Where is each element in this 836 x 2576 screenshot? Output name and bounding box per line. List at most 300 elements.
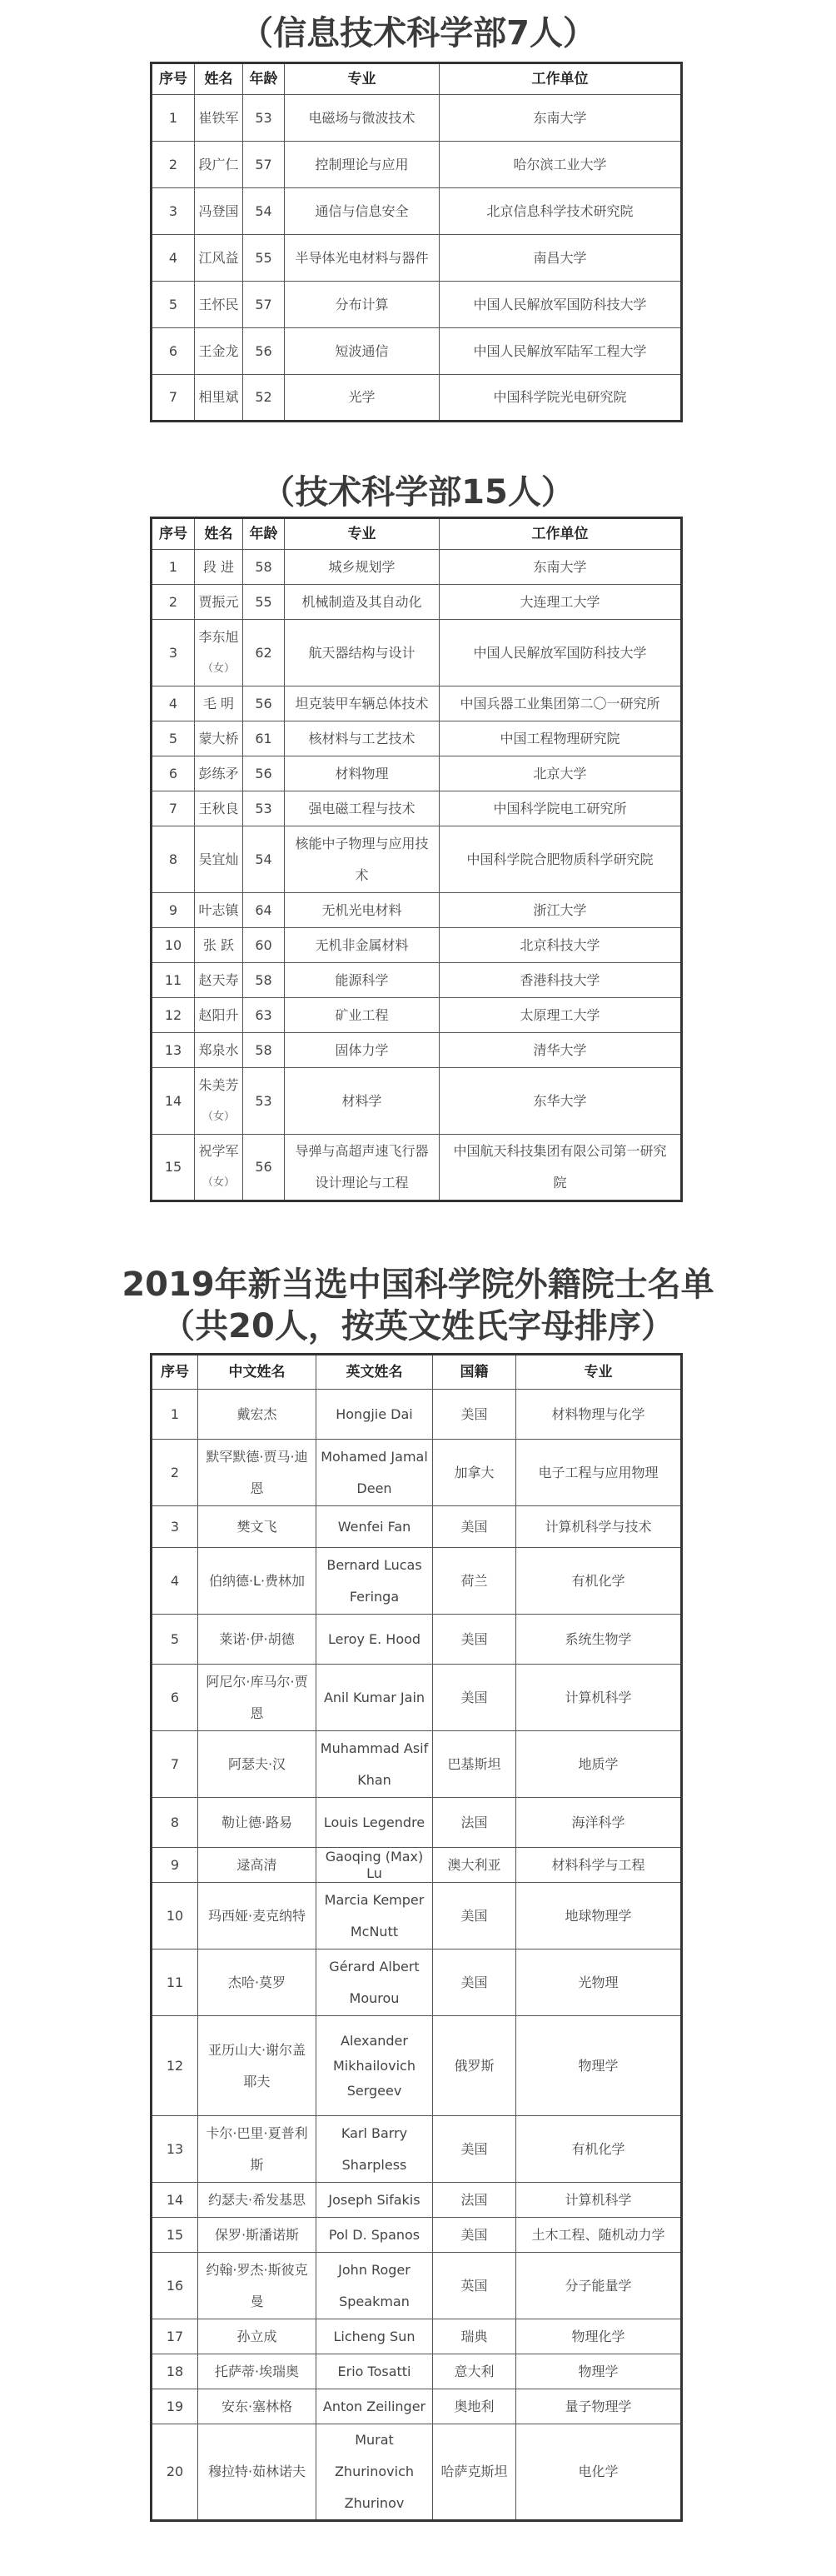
cell-index: 2 — [152, 585, 195, 620]
cell-fourth: 哈萨克斯坦 — [433, 2424, 516, 2521]
table-row — [152, 142, 682, 188]
cell-index: 9 — [152, 1848, 198, 1883]
cell-line: 恩 — [250, 1480, 264, 1496]
cell-line: 导弹与高超声速飞行器 — [295, 1143, 429, 1159]
cell-third: Licheng Sun — [316, 2319, 433, 2354]
cell-index: 12 — [152, 998, 195, 1033]
cell-line: Bernard Lucas — [326, 1556, 422, 1573]
header-third: 年龄 — [243, 63, 285, 95]
cell-fifth: 土木工程、随机动力学 — [516, 2218, 682, 2253]
header-third: 英文姓名 — [316, 1355, 433, 1390]
cell-fifth: 系统生物学 — [516, 1615, 682, 1665]
cell-name: 吴宜灿 — [195, 826, 243, 893]
cell-name: 王金龙 — [195, 328, 243, 375]
cell-fourth: 美国 — [433, 1949, 516, 2016]
cell-fifth: 材料科学与工程 — [516, 1848, 682, 1883]
cell-third: 55 — [243, 585, 285, 620]
cell-fourth: 材料物理 — [285, 756, 440, 791]
cell-line: （女） — [202, 1176, 235, 1189]
cell-third — [316, 1949, 433, 2016]
cell-fourth: 俄罗斯 — [433, 2016, 516, 2116]
cell-fourth: 美国 — [433, 1883, 516, 1949]
table-row — [152, 1135, 682, 1201]
cell-fifth: 东华大学 — [440, 1068, 682, 1135]
cell-third: 58 — [243, 550, 285, 585]
cell-index: 7 — [152, 1731, 198, 1798]
cell-third: 56 — [243, 1135, 285, 1201]
cell-name: 段 进 — [195, 550, 243, 585]
cell-name: 崔铁军 — [195, 95, 243, 142]
cell-index: 7 — [152, 375, 195, 422]
cell-index: 17 — [152, 2319, 198, 2354]
cell-name: 伯纳德·L·费林加 — [198, 1548, 316, 1615]
cell-third: 52 — [243, 375, 285, 422]
cell-third: Wenfei Fan — [316, 1506, 433, 1548]
header-fifth: 工作单位 — [440, 518, 682, 550]
table-row — [152, 686, 682, 721]
cell-name: 托萨蒂·埃瑞奥 — [198, 2354, 316, 2389]
cell-index: 20 — [152, 2424, 198, 2521]
header-fifth: 工作单位 — [440, 63, 682, 95]
header-fourth: 国籍 — [433, 1355, 516, 1390]
cell-name — [195, 1068, 243, 1135]
cell-third: 53 — [243, 1068, 285, 1135]
cell-index: 10 — [152, 928, 195, 963]
table-row — [152, 963, 682, 998]
cell-line: Sergeev — [346, 2082, 402, 2099]
table-row — [152, 2253, 682, 2319]
cell-line: 亚历山大·谢尔盖 — [207, 2041, 306, 2058]
cell-line: Marcia Kemper — [324, 1891, 425, 1908]
cell-name: 段广仁 — [195, 142, 243, 188]
cell-name: 玛西娅·麦克纳特 — [198, 1883, 316, 1949]
cell-fifth: 分子能量学 — [516, 2253, 682, 2319]
table-row — [152, 1390, 682, 1440]
cell-fourth: 澳大利亚 — [433, 1848, 516, 1883]
table-row — [152, 375, 682, 422]
cell-name: 戴宏杰 — [198, 1390, 316, 1440]
cell-fourth: 美国 — [433, 2116, 516, 2183]
cell-name: 相里斌 — [195, 375, 243, 422]
cell-fourth — [285, 826, 440, 893]
cell-third: 56 — [243, 756, 285, 791]
cell-name: 保罗·斯潘诺斯 — [198, 2218, 316, 2253]
table-row — [152, 2389, 682, 2424]
cell-fifth: 物理学 — [516, 2354, 682, 2389]
cell-name: 勒让德·路易 — [198, 1798, 316, 1848]
table-row — [152, 756, 682, 791]
cell-fifth: 地质学 — [516, 1731, 682, 1798]
cell-name — [195, 1135, 243, 1201]
table-row — [152, 1883, 682, 1949]
cell-name: 逯高清 — [198, 1848, 316, 1883]
cell-index: 15 — [152, 2218, 198, 2253]
cell-line: 约翰·罗杰·斯彼克 — [206, 2261, 308, 2278]
cell-fifth: 香港科技大学 — [440, 963, 682, 998]
cell-name: 莱诺·伊·胡德 — [198, 1615, 316, 1665]
cell-line: 斯 — [250, 2156, 264, 2173]
cell-fifth: 北京大学 — [440, 756, 682, 791]
cell-fifth: 东南大学 — [440, 95, 682, 142]
cell-third: Anton Zeilinger — [316, 2389, 433, 2424]
table-info-tech — [150, 62, 683, 422]
cell-third: 54 — [243, 188, 285, 235]
cell-line: Murat Zhurinovich — [334, 2432, 415, 2479]
table-row — [152, 188, 682, 235]
cell-index: 5 — [152, 1615, 198, 1665]
cell-name — [198, 1665, 316, 1731]
table-row — [152, 721, 682, 756]
cell-line: 院 — [553, 1175, 567, 1191]
cell-third — [316, 1440, 433, 1506]
cell-name: 樊文飞 — [198, 1506, 316, 1548]
cell-name: 冯登国 — [195, 188, 243, 235]
cell-name: 穆拉特·茹林诺夫 — [198, 2424, 316, 2521]
cell-fifth: 浙江大学 — [440, 893, 682, 928]
cell-fourth: 巴基斯坦 — [433, 1731, 516, 1798]
cell-name: 杰哈·莫罗 — [198, 1949, 316, 2016]
cell-line: Mourou — [349, 1989, 400, 2006]
cell-line: Mohamed Jamal — [321, 1448, 428, 1465]
cell-line: Alexander — [341, 2032, 408, 2049]
cell-index: 12 — [152, 2016, 198, 2116]
cell-fourth: 瑞典 — [433, 2319, 516, 2354]
cell-line: 卡尔·巴里·夏普利 — [206, 2124, 308, 2141]
cell-name — [198, 2253, 316, 2319]
cell-fifth: 大连理工大学 — [440, 585, 682, 620]
cell-fifth: 计算机科学 — [516, 2183, 682, 2218]
table-row — [152, 1506, 682, 1548]
cell-third — [316, 1548, 433, 1615]
cell-index: 1 — [152, 550, 195, 585]
table-row — [152, 620, 682, 686]
cell-name: 赵天寿 — [195, 963, 243, 998]
cell-line: 恩 — [250, 1705, 264, 1721]
table-row — [152, 1798, 682, 1848]
cell-index: 4 — [152, 235, 195, 282]
cell-fourth: 美国 — [433, 2218, 516, 2253]
cell-third: Erio Tosatti — [316, 2354, 433, 2389]
cell-line: Mikhailovich — [333, 2057, 416, 2074]
cell-line: Feringa — [349, 1588, 400, 1605]
header-third: 年龄 — [243, 518, 285, 550]
cell-fifth: 东南大学 — [440, 550, 682, 585]
header-name: 姓名 — [195, 518, 243, 550]
cell-line: 设计理论与工程 — [315, 1175, 409, 1191]
cell-third: 61 — [243, 721, 285, 756]
table-row — [152, 2016, 682, 2116]
cell-fifth: 海洋科学 — [516, 1798, 682, 1848]
cell-fourth: 强电磁工程与技术 — [285, 791, 440, 826]
section-title-foreign-line1: 2019年新当选中国科学院外籍院士名单 — [122, 1266, 714, 1304]
cell-third: Pol D. Spanos — [316, 2218, 433, 2253]
table-row — [152, 1548, 682, 1615]
cell-name: 阿瑟夫·汉 — [198, 1731, 316, 1798]
cell-line: 李东旭 — [198, 628, 239, 645]
cell-fifth: 计算机科学与技术 — [516, 1506, 682, 1548]
cell-name — [198, 2016, 316, 2116]
cell-index: 6 — [152, 1665, 198, 1731]
cell-index: 4 — [152, 686, 195, 721]
cell-fifth: 电化学 — [516, 2424, 682, 2521]
cell-fourth: 美国 — [433, 1615, 516, 1665]
cell-fifth: 物理化学 — [516, 2319, 682, 2354]
cell-line: John Roger — [338, 2261, 411, 2278]
cell-index: 2 — [152, 1440, 198, 1506]
cell-third — [316, 2116, 433, 2183]
cell-index: 5 — [152, 721, 195, 756]
cell-third: 63 — [243, 998, 285, 1033]
cell-name: 郑泉水 — [195, 1033, 243, 1068]
cell-third: Louis Legendre — [316, 1798, 433, 1848]
cell-fourth: 机械制造及其自动化 — [285, 585, 440, 620]
table-row — [152, 791, 682, 826]
cell-third: 54 — [243, 826, 285, 893]
cell-third: 57 — [243, 282, 285, 328]
cell-name: 安东·塞林格 — [198, 2389, 316, 2424]
table-row — [152, 1848, 682, 1883]
cell-line: 核能中子物理与应用技 — [295, 835, 429, 851]
cell-fifth: 电子工程与应用物理 — [516, 1440, 682, 1506]
cell-name — [195, 620, 243, 686]
table-row — [152, 328, 682, 375]
table-row — [152, 2319, 682, 2354]
cell-third: 53 — [243, 95, 285, 142]
header-name: 姓名 — [195, 63, 243, 95]
cell-third: 62 — [243, 620, 285, 686]
section-title-info-tech: （信息技术科学部7人） — [240, 14, 596, 52]
table-row — [152, 2183, 682, 2218]
table-row — [152, 826, 682, 893]
cell-fourth: 美国 — [433, 1390, 516, 1440]
cell-fifth — [440, 1135, 682, 1201]
cell-index: 19 — [152, 2389, 198, 2424]
cell-fourth: 矿业工程 — [285, 998, 440, 1033]
table-header-row — [152, 1355, 682, 1390]
cell-fourth: 能源科学 — [285, 963, 440, 998]
cell-line: Speakman — [339, 2293, 410, 2309]
cell-fifth: 中国科学院合肥物质科学研究院 — [440, 826, 682, 893]
cell-index: 8 — [152, 1798, 198, 1848]
cell-line: Muhammad Asif — [320, 1740, 429, 1756]
table-row — [152, 2116, 682, 2183]
cell-index: 7 — [152, 791, 195, 826]
cell-index: 6 — [152, 756, 195, 791]
cell-fourth: 美国 — [433, 1665, 516, 1731]
header-fourth: 专业 — [285, 63, 440, 95]
cell-name: 蒙大桥 — [195, 721, 243, 756]
cell-fourth: 无机非金属材料 — [285, 928, 440, 963]
cell-third: Leroy E. Hood — [316, 1615, 433, 1665]
cell-name: 彭练矛 — [195, 756, 243, 791]
cell-index: 14 — [152, 1068, 195, 1135]
cell-fourth: 无机光电材料 — [285, 893, 440, 928]
cell-line: 祝学军 — [198, 1143, 239, 1159]
cell-name: 约瑟夫·希发基思 — [198, 2183, 316, 2218]
cell-third: 56 — [243, 686, 285, 721]
table-row — [152, 550, 682, 585]
cell-index: 1 — [152, 1390, 198, 1440]
cell-fourth: 通信与信息安全 — [285, 188, 440, 235]
cell-third: Joseph Sifakis — [316, 2183, 433, 2218]
cell-line: 术 — [355, 866, 369, 883]
table-row — [152, 1615, 682, 1665]
cell-index: 1 — [152, 95, 195, 142]
section-title-foreign-line2: （共20人，按英文姓氏字母排序） — [162, 1307, 674, 1345]
table-row — [152, 1033, 682, 1068]
cell-fifth: 中国人民解放军国防科技大学 — [440, 282, 682, 328]
cell-fourth: 城乡规划学 — [285, 550, 440, 585]
cell-fifth: 中国兵器工业集团第二〇一研究所 — [440, 686, 682, 721]
cell-third: 58 — [243, 1033, 285, 1068]
cell-name: 张 跃 — [195, 928, 243, 963]
cell-fifth: 有机化学 — [516, 2116, 682, 2183]
header-index: 序号 — [152, 518, 195, 550]
header-fourth: 专业 — [285, 518, 440, 550]
cell-index: 14 — [152, 2183, 198, 2218]
table-tech-science — [150, 517, 683, 1202]
cell-name: 贾振元 — [195, 585, 243, 620]
cell-name: 江风益 — [195, 235, 243, 282]
cell-line: McNutt — [350, 1923, 399, 1939]
cell-index: 18 — [152, 2354, 198, 2389]
cell-fifth: 有机化学 — [516, 1548, 682, 1615]
table-row — [152, 235, 682, 282]
cell-fourth: 法国 — [433, 2183, 516, 2218]
cell-fourth: 固体力学 — [285, 1033, 440, 1068]
cell-index: 8 — [152, 826, 195, 893]
cell-fifth: 北京信息科学技术研究院 — [440, 188, 682, 235]
cell-name — [198, 1440, 316, 1506]
cell-name: 孙立成 — [198, 2319, 316, 2354]
cell-fourth: 法国 — [433, 1798, 516, 1848]
cell-fourth: 美国 — [433, 1506, 516, 1548]
cell-third: 53 — [243, 791, 285, 826]
cell-fifth: 量子物理学 — [516, 2389, 682, 2424]
cell-line: Khan — [357, 1771, 391, 1788]
cell-third — [316, 2424, 433, 2521]
table-row — [152, 2218, 682, 2253]
cell-line: 曼 — [250, 2293, 264, 2309]
table-row — [152, 95, 682, 142]
cell-third: Gaoqing (Max) Lu — [316, 1848, 433, 1883]
cell-third: 57 — [243, 142, 285, 188]
cell-fourth: 光学 — [285, 375, 440, 422]
cell-name: 王怀民 — [195, 282, 243, 328]
cell-index: 16 — [152, 2253, 198, 2319]
cell-third: 55 — [243, 235, 285, 282]
cell-fourth: 控制理论与应用 — [285, 142, 440, 188]
table-row — [152, 1949, 682, 2016]
cell-fifth: 清华大学 — [440, 1033, 682, 1068]
table-row — [152, 998, 682, 1033]
cell-index: 6 — [152, 328, 195, 375]
table-row — [152, 1068, 682, 1135]
cell-name: 叶志镇 — [195, 893, 243, 928]
cell-line: 阿尼尔·库马尔·贾 — [206, 1673, 308, 1690]
cell-fourth: 加拿大 — [433, 1440, 516, 1506]
cell-line: Zhurinov — [344, 2495, 405, 2511]
cell-fourth: 航天器结构与设计 — [285, 620, 440, 686]
cell-fourth: 意大利 — [433, 2354, 516, 2389]
cell-name — [198, 2116, 316, 2183]
table-row — [152, 2354, 682, 2389]
cell-fifth: 中国科学院光电研究院 — [440, 375, 682, 422]
cell-line: Deen — [356, 1480, 392, 1496]
cell-fifth: 中国人民解放军国防科技大学 — [440, 620, 682, 686]
header-index: 序号 — [152, 1355, 198, 1390]
table-row — [152, 893, 682, 928]
cell-index: 5 — [152, 282, 195, 328]
cell-line: （女） — [202, 1110, 235, 1123]
cell-index: 15 — [152, 1135, 195, 1201]
cell-third — [316, 2016, 433, 2116]
table-row — [152, 1731, 682, 1798]
cell-fourth: 电磁场与微波技术 — [285, 95, 440, 142]
cell-index: 2 — [152, 142, 195, 188]
header-fifth: 专业 — [516, 1355, 682, 1390]
cell-fourth: 分布计算 — [285, 282, 440, 328]
cell-name: 赵阳升 — [195, 998, 243, 1033]
cell-line: （女） — [202, 661, 235, 675]
cell-line: 耶夫 — [243, 2073, 271, 2089]
cell-fifth: 南昌大学 — [440, 235, 682, 282]
cell-fourth: 荷兰 — [433, 1548, 516, 1615]
cell-fourth — [285, 1135, 440, 1201]
cell-line: Sharpless — [341, 2156, 407, 2173]
cell-line: 默罕默德·贾马·迪 — [206, 1448, 308, 1465]
header-index: 序号 — [152, 63, 195, 95]
table-header-row — [152, 63, 682, 95]
cell-fourth: 短波通信 — [285, 328, 440, 375]
cell-index: 13 — [152, 2116, 198, 2183]
section-title-tech-science: （技术科学部15人） — [261, 473, 575, 512]
cell-fifth: 中国人民解放军陆军工程大学 — [440, 328, 682, 375]
cell-index: 3 — [152, 620, 195, 686]
cell-fifth: 北京科技大学 — [440, 928, 682, 963]
cell-name: 王秋良 — [195, 791, 243, 826]
cell-fourth: 核材料与工艺技术 — [285, 721, 440, 756]
cell-index: 13 — [152, 1033, 195, 1068]
cell-index: 10 — [152, 1883, 198, 1949]
table-foreign-academicians — [150, 1353, 683, 2522]
cell-fourth: 英国 — [433, 2253, 516, 2319]
cell-index: 9 — [152, 893, 195, 928]
cell-third: 64 — [243, 893, 285, 928]
table-row — [152, 1665, 682, 1731]
table-row — [152, 585, 682, 620]
cell-fifth: 太原理工大学 — [440, 998, 682, 1033]
cell-third: Hongjie Dai — [316, 1390, 433, 1440]
cell-third: Anil Kumar Jain — [316, 1665, 433, 1731]
cell-index: 3 — [152, 1506, 198, 1548]
cell-line: 朱美芳 — [198, 1076, 239, 1093]
cell-fifth: 中国科学院电工研究所 — [440, 791, 682, 826]
cell-fifth: 材料物理与化学 — [516, 1390, 682, 1440]
cell-fifth: 光物理 — [516, 1949, 682, 2016]
cell-line: Karl Barry — [341, 2124, 408, 2141]
cell-third — [316, 2253, 433, 2319]
cell-fifth: 物理学 — [516, 2016, 682, 2116]
cell-fifth: 哈尔滨工业大学 — [440, 142, 682, 188]
cell-index: 11 — [152, 963, 195, 998]
cell-third: 58 — [243, 963, 285, 998]
table-row — [152, 2424, 682, 2521]
table-row — [152, 282, 682, 328]
cell-line: Gérard Albert — [329, 1958, 420, 1974]
cell-index: 4 — [152, 1548, 198, 1615]
cell-third — [316, 1731, 433, 1798]
